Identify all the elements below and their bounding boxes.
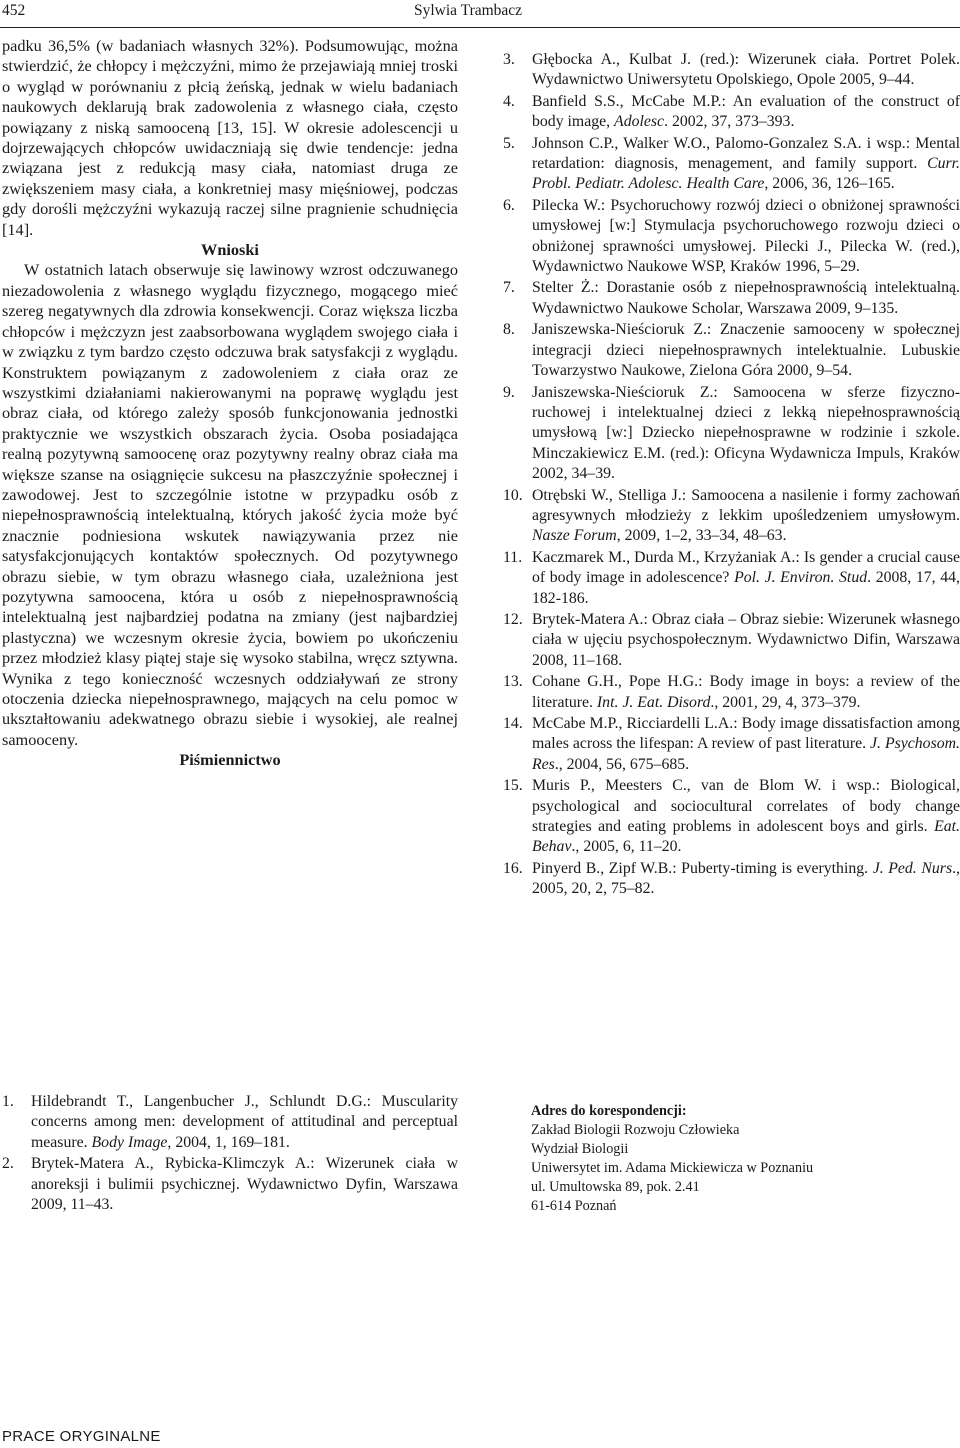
reference-item: [503, 714, 960, 775]
correspondence-address: [531, 1102, 931, 1216]
reference-journal: J. Ped. Nurs: [872, 859, 953, 877]
reference-text: Kaczmarek M., Durda M., Krzyżaniak A.: Is gender a crucial cause of body image in adolescence?: [532, 548, 960, 587]
reference-item: [503, 610, 960, 671]
reference-text: Otrębski W., Stelliga J.: Samoocena a nasilenie i formy zachowań agresywnych młodzieży z lekkim upośledzeniem umysłowym.: [532, 486, 960, 524]
reference-journal: Eat. Behav: [532, 818, 960, 856]
reference-tail: . 2002, 37, 373–393.: [664, 113, 795, 131]
reference-tail: ., 2001, 29, 4, 373–379.: [710, 693, 861, 711]
reference-number: 1.: [2, 1093, 14, 1110]
reference-item: [503, 320, 960, 381]
conclusions-heading: Wnioski: [201, 240, 259, 260]
reference-journal: Curr. Probl. Pediatr. Adolesc. Health Care: [532, 155, 960, 193]
reference-number: 8.: [503, 321, 515, 339]
reference-tail: ., 2004, 56, 675–685.: [554, 755, 690, 773]
reference-text: Janiszewska-Nieścioruk Z.: Samoocena w sferze fizyczno-ruchowej i intelektualnej dzieci z lekką niepełnosprawnością umysłową [w:] Dziecko niepełnosprawne w rodzinie i szkole. Minczakiewicz E.M. (red.): Oficyna Wydawnicza Impuls, Kraków 2002, 34–39.: [532, 383, 960, 483]
reference-text: Głębocka A., Kulbat J. (red.): Wizerunek ciała. Portret Polek. Wydawnictwo Uniwersytetu Opolskiego, Opole 2005, 9–44.: [532, 51, 960, 89]
conclusions-paragraph: W ostatnich latach obserwuje się lawinowy wzrost odczuwanego niezadowolenia z własnego wyglądu fizycznego, mogącego mieć szereg negatywnych dla zdrowia konsekwencji. Coraz większa liczba chłopców i mężczyzn jest zaabsorbowana wyglądem swojego ciała i w związku z tym bardzo często odczuwa brak satysfakcji z wyglądu. Konstruktem powiązanym z zadowoleniem z ciała oraz ze wszystkimi działaniami nakierowanymi na poprawę wyglądu jest obraz ciała, od którego zależy sposób funkcjonowania jednostki praktycznie we wszystkich obszarach życia. Osoba posiadająca realną pozytywną samoocenę oraz pozytywny realny obraz ciała ma większe szanse na osiągnięcie sukcesu na płaszczyźnie społecznej i zawodowej. Jest to szczególnie istotne w przypadku osób z niepełnosprawnością intelektualną, których jakość życia może być znacznie podniesiona wskutek nawiązywania przez nie satysfakcjonujących kontaktów społecznych. Od pozytywnego obrazu siebie, w tym obrazu własnego ciała, uzależniona jest pozytywna samoocena, która u osób z niepełnosprawnością intelektualną jest najbardziej podatna na zmiany (jest najbardziej plastyczna) we wczesnym okresie życia, bowiem po ukończeniu przez młodzież klasy piątej staje się wysoko stabilna, wręcz sztywna. Wynika z tego konieczność wczesnych oddziaływań ze strony otoczenia dziecka niepełnosprawnego, mających na celu pomoc w ukształtowaniu adekwatnego obrazu siebie i wysokiej, ale realnej samooceny.: [2, 260, 458, 749]
reference-list-left: [2, 1092, 458, 1215]
reference-item: [503, 548, 960, 609]
header-rule: [0, 27, 960, 28]
reference-number: 4.: [503, 92, 515, 110]
reference-item: [503, 50, 960, 91]
reference-item: [503, 859, 960, 900]
reference-tail: , 2009, 1–2, 33–34, 48–63.: [616, 527, 787, 545]
address-line: 61-614 Poznań: [531, 1198, 617, 1214]
address-line: ul. Umultowska 89, pok. 2.41: [531, 1179, 700, 1195]
reference-text: Pilecka W.: Psychoruchowy rozwój dzieci o obniżonej sprawności umysłowej [w:] Stymulacja psychoruchowego rozwoju dzieci o obniżonej sprawności umysłowej. Pilecki J., Pilecka W. (red.), Wydawnictwo Naukowe WSP, Kraków 1996, 5–29.: [532, 196, 960, 276]
reference-journal: Body Image: [91, 1133, 168, 1151]
reference-tail: . 2008, 17, 44, 182-186.: [532, 569, 960, 607]
reference-text: Stelter Ż.: Dorastanie osób z niepełnosprawnością intelektualną. Wydawnictwo Naukowe Scholar, Warszawa 2009, 9–135.: [532, 279, 960, 317]
reference-number: 15.: [503, 777, 523, 795]
reference-item: [503, 92, 960, 133]
reference-journal: Int. J. Eat. Disord: [596, 693, 711, 711]
reference-text: Cohane G.H., Pope H.G.: Body image in boys: a review of the literature.: [532, 673, 960, 711]
running-head: Sylwia Trambacz: [414, 2, 523, 19]
reference-journal: Nasze Forum: [532, 527, 617, 545]
reference-journal: Adolesc: [614, 113, 665, 131]
reference-text: Banfield S.S., McCabe M.P.: An evaluation of the construct of body image,: [532, 92, 960, 131]
reference-number: 3.: [503, 51, 515, 68]
address-title: Adres do korespondencji:: [531, 1103, 687, 1119]
reference-text: Muris P., Meesters C., van de Blom W. i wsp.: Biological, psychological and sociocultural correlates of body change strategies and eating problems in adolescent boys and girls.: [532, 777, 960, 836]
reference-text: McCabe M.P., Ricciardelli L.A.: Body image dissatisfaction among males across the lifespan: A review of past literature.: [532, 715, 960, 753]
references-heading: Piśmiennictwo: [179, 750, 281, 770]
reference-journal: Pol. J. Environ. Stud: [734, 569, 868, 587]
address-line: Uniwersytet im. Adama Mickiewicza w Poznaniu: [531, 1160, 814, 1176]
reference-item: [2, 1154, 458, 1215]
reference-number: 11.: [503, 548, 523, 566]
reference-item: [2, 1092, 458, 1153]
reference-number: 10.: [503, 486, 523, 504]
section-footer: PRACE ORYGINALNE: [2, 1428, 161, 1445]
reference-text: Brytek-Matera A.: Obraz ciała – Obraz siebie: Wizerunek własnego ciała w ujęciu psychospołecznym. Wydawnictwo Difin, Warszawa 2008, 11–168.: [532, 610, 960, 669]
reference-tail: ., 2005, 20, 2, 75–82.: [532, 859, 960, 898]
reference-number: 5.: [503, 134, 515, 152]
reference-text: Pinyerd B., Zipf W.B.: Puberty-timing is everything.: [532, 859, 873, 877]
reference-text: Johnson C.P., Walker W.O., Palomo-Gonzalez S.A. i wsp.: Mental retardation: diagnosis, menagement, and family support.: [532, 134, 960, 173]
reference-item: [503, 776, 960, 858]
reference-item: [503, 383, 960, 485]
reference-number: 13.: [503, 673, 523, 691]
reference-text: Janiszewska-Nieścioruk Z.: Znaczenie samooceny w społecznej integracji dzieci niepełnosprawnych intelektualnie. Lubuskie Towarzystwo Naukowe, Zielona Góra 2000, 9–54.: [532, 321, 960, 380]
page-header: [0, 0, 960, 26]
reference-number: 7.: [503, 279, 515, 297]
reference-item: [503, 196, 960, 278]
reference-number: 12.: [503, 610, 523, 628]
right-column: [503, 50, 960, 901]
page-number: 452: [2, 2, 26, 19]
left-column: [2, 36, 458, 771]
reference-item: [503, 278, 960, 319]
reference-item: [503, 672, 960, 713]
reference-item: [503, 134, 960, 195]
left-references: [2, 1092, 458, 1216]
reference-item: [503, 486, 960, 547]
reference-tail: ., 2005, 6, 11–20.: [571, 838, 682, 856]
reference-number: 14.: [503, 715, 523, 732]
address-line: Wydział Biologii: [531, 1141, 629, 1157]
reference-number: 9.: [503, 383, 515, 401]
reference-journal: J. Psychosom. Res: [532, 735, 960, 773]
intro-paragraph: padku 36,5% (w badaniach własnych 32%). Podsumowując, można stwierdzić, że chłopcy i mężczyźni, mimo że przejawiają mniej troski o wygląd w porównaniu z płcią żeńską, jednak w wielu badaniach naukowych deklarują brak zadowolenia z własnego ciała, często powiązany z niską samooceną [13, 15]. W okresie adolescencji u dojrzewających chłopców uwidaczniają się dwie tendencje: jedna związana jest z redukcją masy ciała, natomiast druga ze zwiększeniem masy ciała, a konkretniej masy mięśniowej, podczas gdy dorośli mężczyźni wykazują raczej silne pragnienie schudnięcia [14].: [2, 36, 458, 239]
reference-text: Hildebrandt T., Langenbucher J., Schlundt D.G.: Muscularity concerns among men: development of attitudinal and perceptual measure.: [31, 1093, 458, 1151]
reference-tail: , 2004, 1, 169–181.: [167, 1133, 290, 1151]
reference-number: 6.: [503, 196, 515, 214]
reference-text: Brytek-Matera A., Rybicka-Klimczyk A.: Wizerunek ciała w anoreksji i bulimii psychicznej. Wydawnictwo Dyfin, Warszawa 2009, 11–43.: [31, 1155, 458, 1214]
address-line: Zakład Biologii Rozwoju Człowieka: [531, 1122, 740, 1138]
reference-number: 2.: [2, 1155, 14, 1173]
reference-list-right: [503, 50, 960, 900]
reference-tail: , 2006, 36, 126–165.: [764, 175, 895, 193]
reference-number: 16.: [503, 859, 523, 877]
